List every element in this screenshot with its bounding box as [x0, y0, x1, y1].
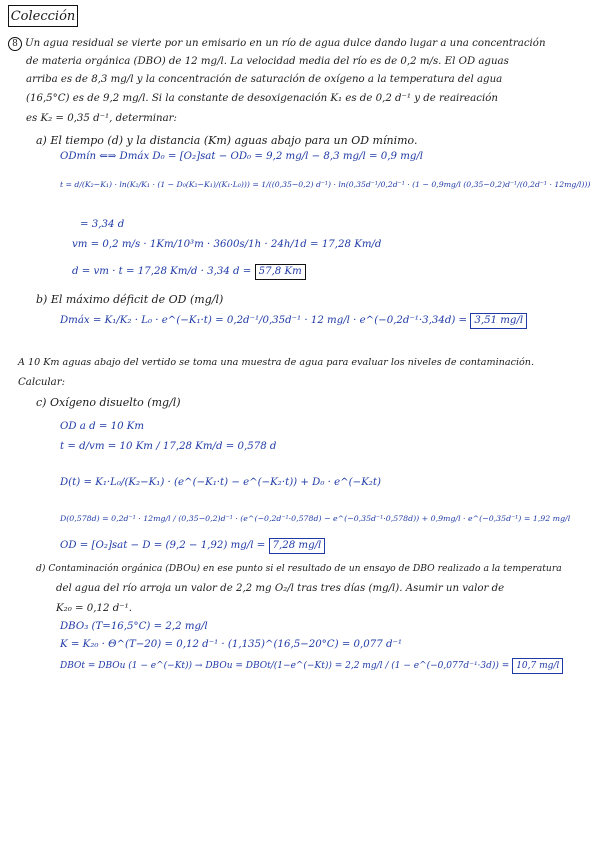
interlude-line-1: A 10 Km aguas abajo del vertido se toma una muestra de agua para evaluar los niveles de contaminación.: [18, 357, 535, 368]
part-b-result: 3,51 mg/l: [470, 313, 527, 329]
part-a-line-3: = 3,34 d: [80, 219, 125, 230]
part-d-heading-line-2: del agua del río arroja un valor de 2,2 mg O₂/l tras tres días (mg/l). Asumir un valor de: [56, 583, 505, 594]
interlude-line-2: Calcular:: [18, 377, 66, 388]
statement-line-2: de materia orgánica (DBO) de 12 mg/l. La velocidad media del río es de 0,2 m/s. El OD aguas: [26, 56, 509, 67]
statement-line-4: (16,5°C) es de 9,2 mg/l. Si la constante de desoxigenación K₁ es de 0,2 d⁻¹ y de reaireación: [26, 93, 498, 104]
part-c-heading: c) Oxígeno disuelto (mg/l): [36, 396, 181, 409]
part-c-line-2: t = d/vm = 10 Km / 17,28 Km/d = 0,578 d: [60, 441, 277, 452]
part-d-line-1: DBO₃ (T=16,5°C) = 2,2 mg/l: [60, 621, 208, 632]
page-title: Colección: [8, 5, 78, 27]
part-a-result: 57,8 Km: [255, 264, 306, 280]
statement-line-1: 8 Un agua residual se vierte por un emisario en un río de agua dulce dando lugar a una concentración: [8, 37, 546, 51]
part-b-formula: Dmáx = K₁/K₂ · L₀ · e^(−K₁·t) = 0,2d⁻¹/0,35d⁻¹ · 12 mg/l · e^(−0,2d⁻¹·3,34d) = 3,51 mg/l: [60, 313, 527, 329]
part-c-line-5: OD = [O₂]sat − D = (9,2 − 1,92) mg/l = 7,28 mg/l: [60, 538, 325, 554]
part-a-line-5: d = vm · t = 17,28 Km/d · 3,34 d = 57,8 Km: [72, 264, 306, 280]
part-d-heading-line-1: d) Contaminación orgánica (DBOu) en ese punto si el resultado de un ensayo de DBO realizado a la temperatura: [36, 563, 562, 574]
part-b-heading: b) El máximo déficit de OD (mg/l): [36, 293, 224, 306]
part-c-line-1: OD a d = 10 Km: [60, 421, 145, 432]
part-d-line-3: DBOt = DBOu (1 − e^(−Kt)) → DBOu = DBOt/(1−e^(−Kt)) = 2,2 mg/l / (1 − e^(−0,077d⁻¹·3d)) = 10,7 mg/l: [60, 658, 563, 674]
part-d-line-2: K = K₂₀ · Θ^(T−20) = 0,12 d⁻¹ · (1,135)^(16,5−20°C) = 0,077 d⁻¹: [60, 639, 402, 650]
part-a-heading: a) El tiempo (d) y la distancia (Km) aguas abajo para un OD mínimo.: [36, 134, 418, 147]
problem-number: 8: [8, 37, 22, 51]
statement-line-3: arriba es de 8,3 mg/l y la concentración de saturación de oxígeno a la temperatura del agua: [26, 74, 503, 85]
part-c-result: 7,28 mg/l: [269, 538, 326, 554]
part-c-line-3: D(t) = K₁·L₀/(K₂−K₁) · (e^(−K₁·t) − e^(−K₂·t)) + D₀ · e^(−K₂t): [60, 477, 381, 488]
statement-line-5: es K₂ = 0,35 d⁻¹, determinar:: [26, 113, 177, 124]
part-a-line-4: vm = 0,2 m/s · 1Km/10³m · 3600s/1h · 24h/1d = 17,28 Km/d: [72, 239, 382, 250]
part-d-heading-line-3: K₂₀ = 0,12 d⁻¹.: [56, 603, 132, 614]
part-c-line-4: D(0,578d) = 0,2d⁻¹ · 12mg/l / (0,35−0,2)d⁻¹ · (e^(−0,2d⁻¹·0,578d) − e^(−0,35d⁻¹·0,578d)) + 0,9mg/l · e^(−0,35d⁻¹) = 1,92 mg/l: [60, 514, 571, 523]
part-d-result: 10,7 mg/l: [512, 658, 563, 674]
part-a-line-2: t = d/(K₂−K₁) · ln(K₂/K₁ · (1 − D₀(K₂−K₁)/(K₁·L₀))) = 1/((0,35−0,2) d⁻¹) · ln(0,35d⁻¹/0,2d⁻¹ · (1 − 0,9mg/l (0,35−0,2)d⁻¹/(0,2d⁻¹ · 12mg/l))): [60, 180, 591, 189]
part-a-line-1: ODmín ⇐⇒ Dmáx D₀ = [O₂]sat − OD₀ = 9,2 mg/l − 8,3 mg/l = 0,9 mg/l: [60, 151, 424, 162]
